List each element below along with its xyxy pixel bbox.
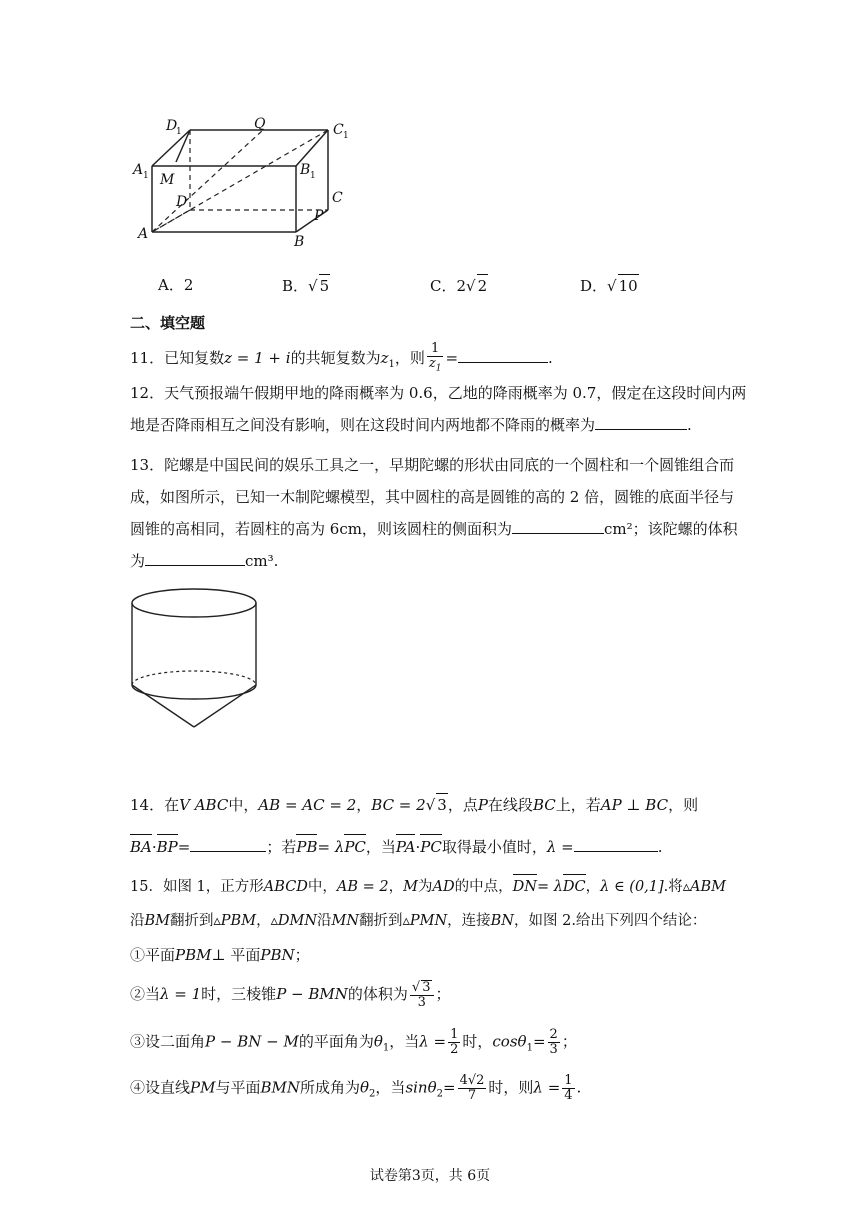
answer-blank[interactable]	[458, 348, 548, 363]
question-14-line2: BA·BP= ；若PB= λPC，当PA·PC取得最小值时，λ = .	[130, 834, 662, 858]
box-label-A1: A	[133, 162, 144, 178]
svg-text:1: 1	[310, 171, 316, 181]
box-label-B1: B	[300, 162, 311, 178]
box-label-M: M	[160, 172, 175, 188]
question-14-line1: 14．在V ABC中，AB = AC = 2，BC = 2√ 3，点P在线段BC上，若AP ⊥ BC，则	[130, 793, 698, 816]
section-title: 二、填空题	[130, 314, 206, 332]
answer-blank[interactable]	[512, 519, 604, 534]
question-12-line2: 地是否降雨相互之间没有影响，则在这段时间内两地都不降雨的概率为 .	[130, 416, 692, 434]
question-12-line1: 12．天气预报端午假期甲地的降雨概率为 0.6，乙地的降雨概率为 0.7，假定在这段时间内两	[130, 384, 747, 402]
page-footer: 试卷第3页，共 6页	[369, 1168, 491, 1184]
question-15-line2: 沿BM翻折到▵PBM，▵DMN沿MN翻折到▵PMN，连接BN，如图 2.给出下列四个结论：	[130, 913, 707, 929]
q10-option-c: C．2√ 2	[430, 274, 488, 297]
answer-blank[interactable]	[574, 837, 658, 852]
question-13-line3: 圆锥的高相同，若圆柱的高为 6cm，则该圆柱的侧面积为 cm²；该陀螺的体积	[130, 520, 738, 538]
answer-blank[interactable]	[595, 415, 687, 430]
box-label-P: P	[314, 208, 324, 224]
svg-text:1: 1	[343, 131, 349, 141]
svg-text:1: 1	[176, 127, 182, 137]
q10-option-d: D．√ 10	[580, 274, 639, 297]
svg-text:1: 1	[143, 171, 149, 181]
box-label-C1: C	[333, 122, 344, 138]
question-13-line4: 为 cm³.	[130, 552, 279, 570]
conclusion-2: ②当λ = 1时，三棱锥P − BMN的体积为 $\frac{√ 3}{3}$ ；	[130, 980, 451, 1010]
question-15-line1: 15．如图 1，正方形ABCD中，AB = 2，M为AD的中点，DN= λDC，λ ∈ (0,1].将▵ABM	[130, 874, 726, 898]
conclusion-3: ③设二面角P − BN − M的平面角为$\theta_1$，当λ = $\frac{1}{2}$ 时，cosθ$_1$= $\frac{2}{3}$ ；	[130, 1027, 577, 1057]
question-11: 11．已知复数z = 1 + i的共轭复数为$z_1$，则 $\frac{1}{z_1}$ = .	[130, 341, 553, 374]
conclusion-4: ④设直线PM与平面BMN所成角为$\theta_2$，当sinθ$_2$= $\frac{4√2}{7}$ 时，则λ = $\frac{1}{4}$ .	[130, 1073, 582, 1103]
box-label-B: B	[294, 234, 305, 250]
box-label-C: C	[332, 190, 343, 206]
answer-blank[interactable]	[145, 551, 245, 566]
box-label-D1: D	[166, 118, 178, 134]
conclusion-1: ①平面PBM⊥ 平面PBN；	[130, 946, 310, 964]
box-figure	[128, 110, 358, 250]
spinning-top-figure	[128, 585, 260, 733]
q10-option-a: A．2	[158, 276, 194, 294]
box-label-Q: Q	[254, 116, 266, 132]
answer-blank[interactable]	[190, 837, 266, 852]
question-13-line2: 成，如图所示，已知一木制陀螺模型，其中圆柱的高是圆锥的高的 2 倍，圆锥的底面半径与	[130, 488, 735, 506]
box-label-D: D	[176, 194, 188, 210]
question-13-line1: 13．陀螺是中国民间的娱乐工具之一，早期陀螺的形状由同底的一个圆柱和一个圆锥组合而	[130, 456, 735, 474]
box-label-A: A	[138, 226, 149, 242]
q10-option-b: B．√ 5	[282, 274, 330, 297]
